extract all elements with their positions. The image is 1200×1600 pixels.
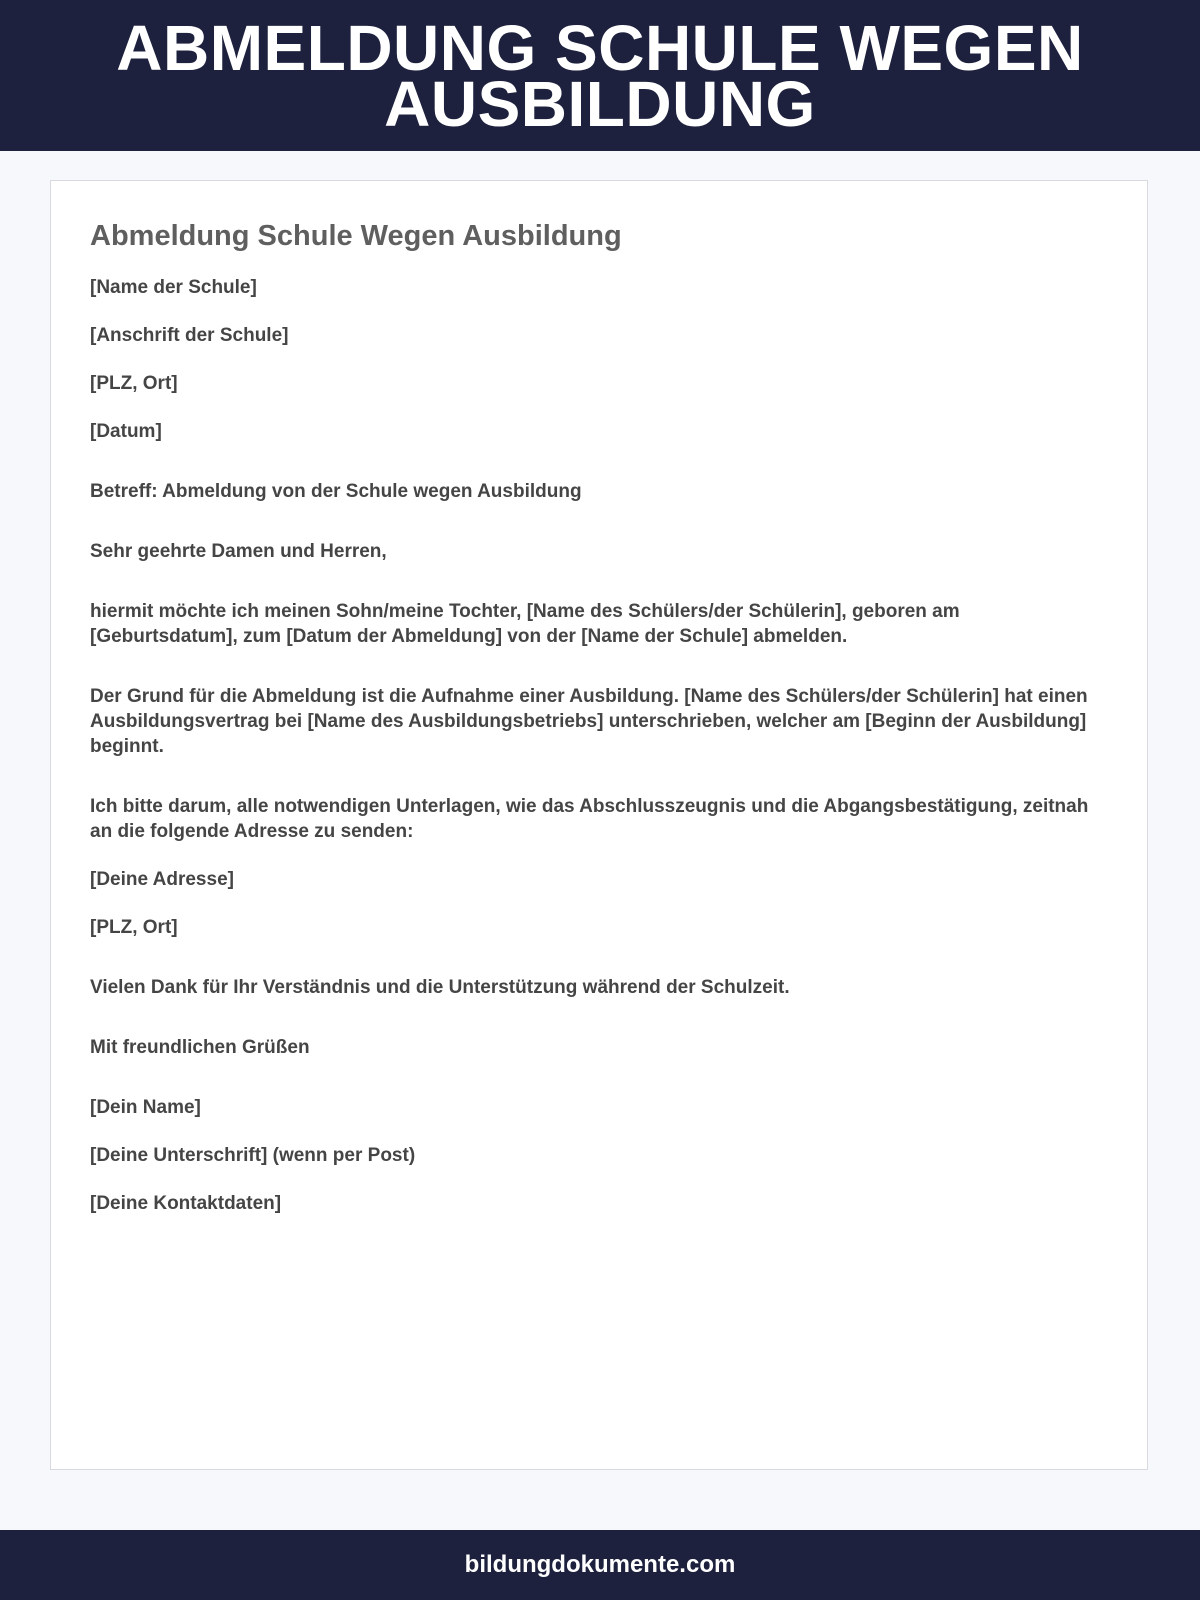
letter-subject: Betreff: Abmeldung von der Schule wegen Ausbildung <box>90 481 582 502</box>
document-title: Abmeldung Schule Wegen Ausbildung <box>90 220 622 252</box>
school-name: [Name der Schule] <box>90 277 257 298</box>
sender-name: [Dein Name] <box>90 1097 201 1118</box>
sender-contact: [Deine Kontaktdaten] <box>90 1193 282 1214</box>
page-header <box>0 0 1200 151</box>
sender-city: [PLZ, Ort] <box>90 917 178 938</box>
sender-signature: [Deine Unterschrift] (wenn per Post) <box>90 1145 416 1166</box>
paragraph-documents: Ich bitte darum, alle notwendigen Unterlagen, wie das Abschlusszeugnis und die Abgangsbestätigung, zeitnah an die folgende Adresse zu senden: <box>90 796 1089 842</box>
school-address: [Anschrift der Schule] <box>90 325 289 346</box>
letter-card <box>50 180 1148 1470</box>
page-footer <box>0 1530 1200 1600</box>
page-title: ABMELDUNG SCHULE WEGEN AUSBILDUNG <box>116 11 1084 140</box>
sender-address: [Deine Adresse] <box>90 869 234 890</box>
school-city: [PLZ, Ort] <box>90 373 178 394</box>
paragraph-registration: hiermit möchte ich meinen Sohn/meine Tochter, [Name des Schülers/der Schülerin], geboren am [Geburtsdatum], zum [Datum der Abmeldung] von der [Name der Schule] abmelden. <box>90 601 960 647</box>
paragraph-reason: Der Grund für die Abmeldung ist die Aufnahme einer Ausbildung. [Name des Schülers/der Schülerin] hat einen Ausbildungsvertrag bei [Name des Ausbildungsbetriebs] unterschrieben, welcher am [Beginn der Ausbildung] beginnt. <box>90 686 1088 757</box>
letter-salutation: Sehr geehrte Damen und Herren, <box>90 541 387 562</box>
letter-closing: Mit freundlichen Grüßen <box>90 1037 310 1058</box>
letter-date: [Datum] <box>90 421 162 442</box>
footer-site-link[interactable]: bildungdokumente.com <box>464 1551 736 1578</box>
letter-thanks: Vielen Dank für Ihr Verständnis und die Unterstützung während der Schulzeit. <box>90 977 790 998</box>
